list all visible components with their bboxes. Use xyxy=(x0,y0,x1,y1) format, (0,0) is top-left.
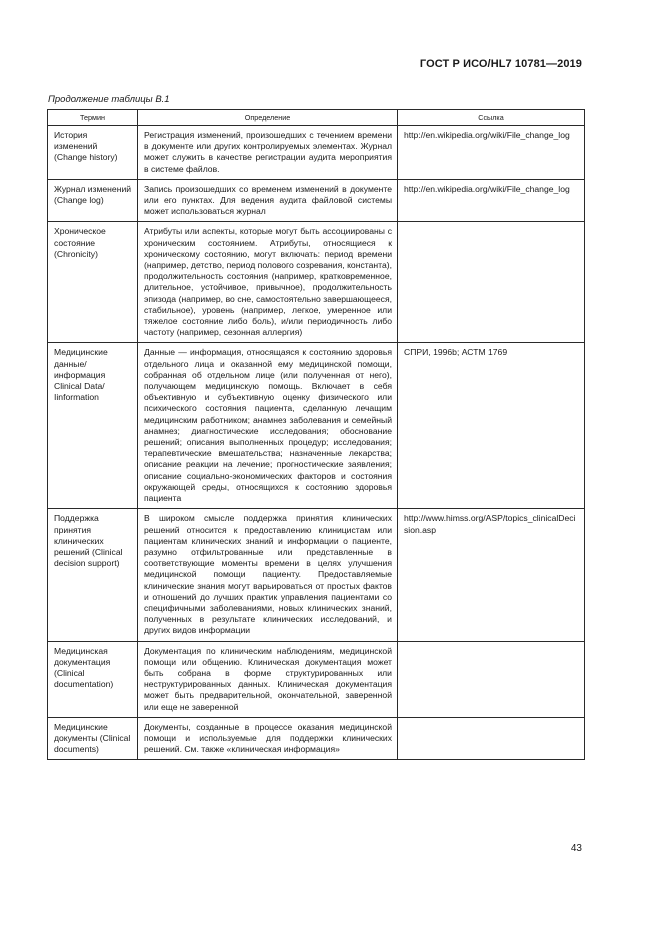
definition-cell: Регистрация изменений, произошедших с течением времени в документе или других контролируемых элементах. Журнал может служить в качестве регистрации аудита мероприятия в системе файлов. xyxy=(138,126,398,180)
definition-cell: Атрибуты или аспекты, которые могут быть ассоциированы с хроническим состоянием. Атрибуты, относящиеся к хроническому состоянию, могут включать: период времени (например, детство, период полового созревания, константа), продолжительность состояния (например, кратковременное, длительное, устойчивое, привычное), продолжительность эпизода (например, во сне, самостоятельно завершающееся, стабильное), уровень (например, легкое, умеренное или тяжелое состояние либо боль), и/или периодичность либо частоту (например, сезонная аллергия) xyxy=(138,222,398,343)
definition-cell: Запись произошедших со временем изменений в документе или его пунктах. Для ведения аудита файловой системы может использоваться журнал xyxy=(138,179,398,222)
column-header-term: Термин xyxy=(48,110,138,126)
table-row xyxy=(48,717,585,760)
column-header-reference: Ссылка xyxy=(398,110,585,126)
reference-cell: СПРИ, 1996b; АСТМ 1769 xyxy=(398,343,585,509)
table-row xyxy=(48,343,585,509)
table-row xyxy=(48,509,585,641)
term-cell: Медицинские данные/информация Clinical Data/ Iinformation xyxy=(48,343,138,509)
term-cell: Медицинские документы (Clinical documents) xyxy=(48,717,138,760)
reference-cell: http://en.wikipedia.org/wiki/File_change_log xyxy=(398,126,585,180)
table-header-row xyxy=(48,110,585,126)
term-cell: Медицинская документация (Clinical documentation) xyxy=(48,641,138,717)
definition-cell: Данные — информация, относящаяся к состоянию здоровья отдельного лица и оказанной ему медицинской помощи, собранная об отдельном лице (или полученная от него), получающем медицинскую помощь. Включает в себя объективную и субъективную оценку физического или психического состояния пациента, сделанную лечащим медицинским работником; анамнез заболевания и семейный анамнез; диагностические исследования; обоснование решений; описания выполненных процедур; исследования; терапевтические вмешательства; назначенные лекарства; описание реакции на лечение; прогностические заявления; описание социально-экономических факторов и состояния окружающей среды, относящихся к состоянию здоровья пациента xyxy=(138,343,398,509)
page-number: 43 xyxy=(570,843,582,854)
table-row xyxy=(48,126,585,180)
standard-id: ГОСТ Р ИСО/HL7 10781—2019 xyxy=(419,58,582,70)
definition-cell: В широком смысле поддержка принятия клинических решений относится к предоставлению клиницистам или пациентам клинических знаний и информации о пациенте, разумно отфильтрованные или представленные в соответствующие моменты времени в целях улучшения медицинской помощи пациенту. Предоставляемые клинические знания могут варьироваться от простых фактов и отношений до лучших практик управления пациентами со специфичными заболеваниями, новых клинических знаний, полученных в результате клинических исследований, и других видов информации xyxy=(138,509,398,641)
table-row xyxy=(48,222,585,343)
definition-cell: Документация по клиническим наблюдениям, медицинской помощи или общению. Клиническая документация может быть собрана в форме структурированных или неструктурированных данных. Клиническая документация может быть предварительной, окончательной, заверенной или еще не заверенной xyxy=(138,641,398,717)
table-caption: Продолжение таблицы В.1 xyxy=(48,94,170,105)
reference-cell xyxy=(398,222,585,343)
reference-cell xyxy=(398,641,585,717)
term-cell: История изменений (Change history) xyxy=(48,126,138,180)
table-row xyxy=(48,179,585,222)
term-cell: Поддержка принятия клинических решений (Clinical decision support) xyxy=(48,509,138,641)
reference-cell: http://en.wikipedia.org/wiki/File_change_log xyxy=(398,179,585,222)
term-cell: Журнал изменений (Change log) xyxy=(48,179,138,222)
column-header-definition: Определение xyxy=(138,110,398,126)
reference-cell xyxy=(398,717,585,760)
definition-cell: Документы, созданные в процессе оказания медицинской помощи и используемые для поддержки клинических решений. См. также «клиническая информация» xyxy=(138,717,398,760)
table-row xyxy=(48,641,585,717)
definitions-table xyxy=(47,109,585,760)
reference-cell: http://www.himss.org/ASP/topics_clinicalDecision.asp xyxy=(398,509,585,641)
term-cell: Хроническое состояние (Chronicity) xyxy=(48,222,138,343)
